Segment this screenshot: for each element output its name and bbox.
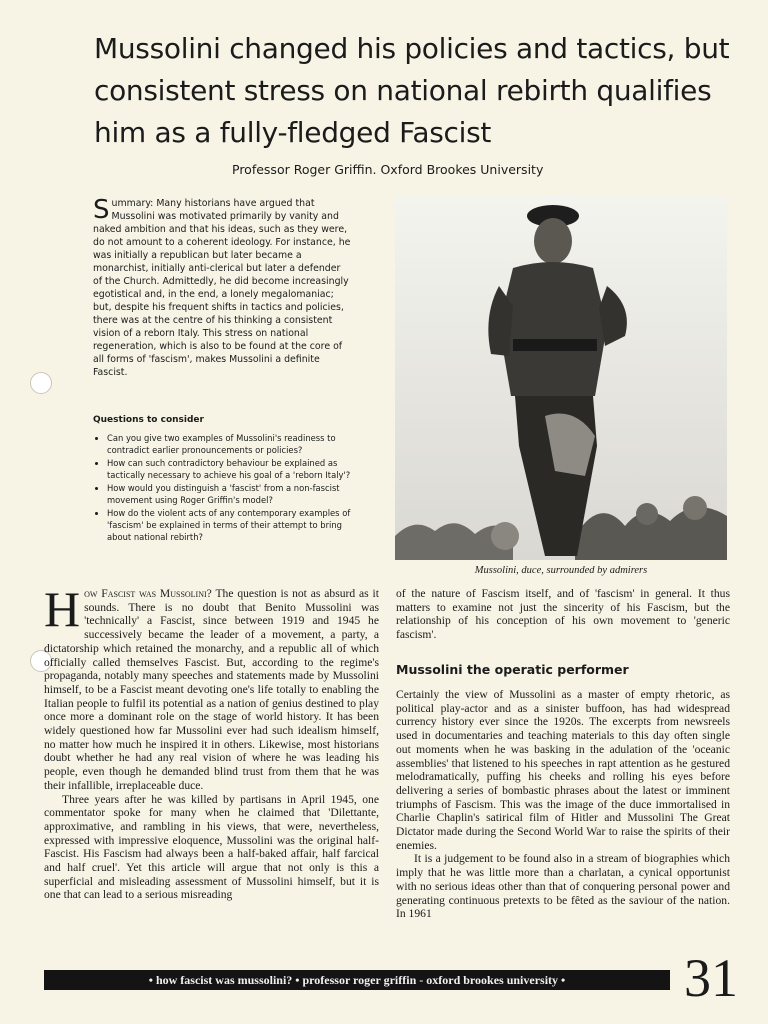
photo-illustration	[395, 196, 727, 560]
summary-text: ummary: Many historians have argued that Mussolini was motivated primarily by vanity and naked ambition and that his ideas, such as they were, do not amount to a coherent ideology. For instance, he was initially a republican but later became a monarchist, initially anti-clerical but later a defender of the Church. Admittedly, he did become increasingly egotistical and, in the end, a lonely megalomaniac; but, despite his frequent shifts in tactics and policies, there was at the centre of his thinking a consistent vision of a reborn Italy. This stress on national regeneration, which is also to be found at the core of all forms of 'fascism', makes Mussolini a definite Fascist.	[93, 198, 351, 378]
body-paragraph-4: Certainly the view of Mussolini as a master of empty rhetoric, as political play-actor and as a sinister buffoon, has had widespread currency history ever since the 1920s. The excerpts from newsreels used in documentaries and teaching materials to this day often single out moments when he was basking in the adulation of the 'oceanic assemblies' that listened to his speeches in rapt attention as he gestured melodramatically, puffing his cheeks and rolling his eyes before delivering a series of bombastic phrases about the latest or imminent triumphs of Fascism. This was the image of the duce immortalised in Charlie Chaplin's satirical film of Hitler and Mussolini The Great Dictator made during the Second World War to raise the spirits of their enemies.	[396, 688, 730, 852]
mussolini-photo	[395, 196, 727, 560]
body-column-right-top	[396, 587, 730, 642]
article-author: Professor Roger Griffin. Oxford Brookes University	[232, 162, 544, 177]
question-item: • Can you give two examples of Mussolini's readiness to contradict earlier pronouncements or policies?	[107, 432, 355, 456]
body-paragraph-5: It is a judgement to be found also in a stream of biographies which imply that he was little more than a charlatan, a cynical opportunist with no serious ideas other than that of conquering personal power and generating continuous pretexts to be fêted as the saviour of the nation. In 1961	[396, 852, 730, 921]
page-number: 31	[684, 948, 738, 1008]
body-paragraph-3: of the nature of Fascism itself, and of 'fascism' in general. It thus matters to examine not just the sincerity of his Fascism, but the relationship of his conception of his own movement to 'generic fascism'.	[396, 587, 730, 642]
section-heading: Mussolini the operatic performer	[396, 662, 629, 677]
running-footer: • how fascist was mussolini? • professor roger griffin - oxford brookes university •	[44, 970, 670, 990]
body-lead: ow Fascist was Mussolini?	[84, 587, 212, 600]
body-paragraph-1: The question is not as absurd as it sounds. There is no doubt that Benito Mussolini was 'technically' a Fascist, since between 1919 and 1945 he successively became the leader of a movement, a party, a dictatorship which retained the monarchy, and a republic all of which officially called themselves Fascist. But, according to the regime's propaganda, notably many speeches and statements made by Mussolini himself, to be a Fascist meant devoting one's life totally to enabling the Italian people to fulfil its potential as a nation of genius destined to play once more a dominant role on the stage of world history. It has been widely questioned how far Mussolini ever had such idealism himself, no matter how much he inspired it in others. Likewise, most historians doubt whether he had any real vision of where he was leading his people, even though he demanded blind trust from them that he was their infallible, irreplaceable duce.	[44, 587, 379, 792]
body-column-right	[396, 688, 730, 921]
summary-initial: S	[93, 195, 110, 225]
summary-box	[93, 197, 351, 379]
body-column-left	[44, 581, 379, 902]
questions-box	[93, 414, 355, 544]
body-dropcap: H	[44, 581, 81, 637]
photo-caption: Mussolini, duce, surrounded by admirers	[474, 565, 648, 576]
question-item: • How would you distinguish a 'fascist' from a non-fascist movement using Roger Griffin's model?	[107, 482, 355, 506]
question-item: • How do the violent acts of any contemporary examples of 'fascism' be explained in terms of their attempt to bring about national rebirth?	[107, 507, 355, 543]
question-item: • How can such contradictory behaviour be explained as tactically necessary to achieve his goal of a 'reborn Italy'?	[107, 457, 355, 481]
questions-heading: Questions to consider	[93, 415, 204, 425]
punch-hole-top	[30, 372, 52, 394]
body-paragraph-2: Three years after he was killed by partisans in April 1945, one commentator spoke for many when he claimed that 'Dilettante, approximative, and rambling in his views, that were, nevertheless, expressed with impressive eloquence, Mussolini was the original half-Fascist. His Fascism had always been a half-baked affair, half farcical and half cruel'. Yet this article will argue that not only is this a superficial and misleading assessment of Mussolini himself, but it is one that can lead to a serious misreading	[44, 792, 379, 902]
questions-list	[93, 432, 355, 543]
article-title: Mussolini changed his policies and tactics, but consistent stress on national rebirth qualifies him as a fully-fledged Fascist	[94, 32, 730, 149]
